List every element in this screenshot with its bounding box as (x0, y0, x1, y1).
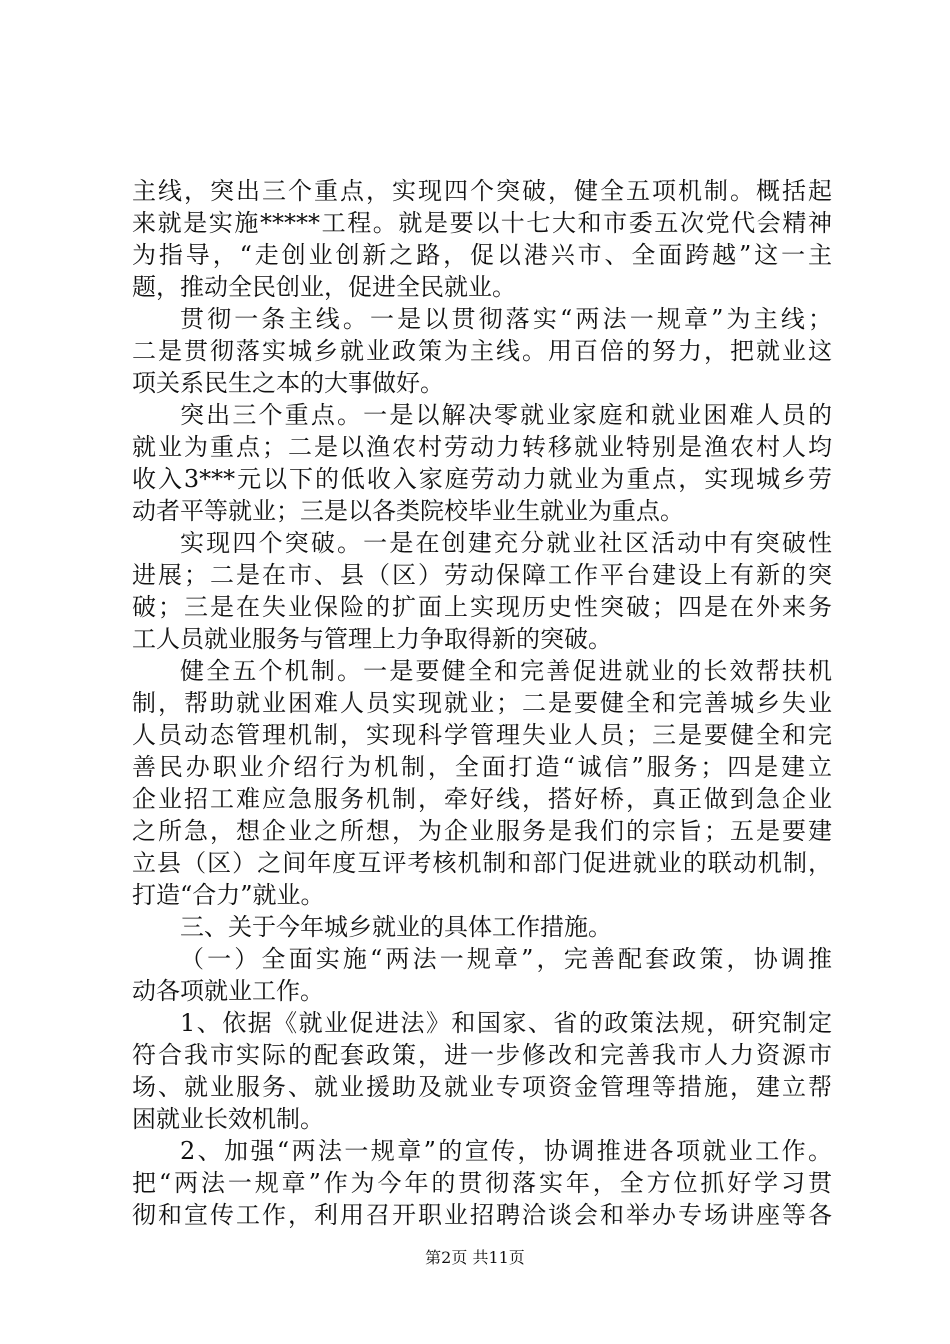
text-line: 动者平等就业；三是以各类院校毕业生就业为重点。 (132, 497, 684, 525)
text-line: 二是贯彻落实城乡就业政策为主线。用百倍的努力，把就业这 (132, 337, 832, 365)
section-heading: 三、关于今年城乡就业的具体工作措施。 (180, 913, 612, 941)
text-line: 实现四个突破。一是在创建充分就业社区活动中有突破性 (180, 529, 832, 557)
text-line: 之所急，想企业之所想，为企业服务是我们的宗旨；五是要建 (132, 817, 832, 845)
text-line: 主线，突出三个重点，实现四个突破，健全五项机制。概括起 (132, 177, 832, 205)
text-line: 项关系民生之本的大事做好。 (132, 369, 444, 397)
text-line: 进展；二是在市、县（区）劳动保障工作平台建设上有新的突 (132, 561, 832, 589)
text-line: 彻和宣传工作，利用召开职业招聘洽谈会和举办专场讲座等各 (132, 1201, 832, 1229)
text-line: 企业招工难应急服务机制，牵好线，搭好桥，真正做到急企业 (132, 785, 832, 813)
text-line: 就业为重点；二是以渔农村劳动力转移就业特别是渔农村人均 (132, 433, 832, 461)
text-line: 收入3***元以下的低收入家庭劳动力就业为重点，实现城乡劳 (132, 465, 832, 493)
text-line: 贯彻一条主线。一是以贯彻落实“两法一规章”为主线； (180, 305, 832, 333)
subsection-heading: 动各项就业工作。 (132, 977, 324, 1005)
text-line: 场、就业服务、就业援助及就业专项资金管理等措施，建立帮 (132, 1073, 832, 1101)
text-line: 突出三个重点。一是以解决零就业家庭和就业困难人员的 (180, 401, 832, 429)
page-number-footer: 第2页 共11页 (425, 1248, 525, 1267)
text-line: 题，推动全民创业，促进全民就业。 (132, 273, 516, 301)
text-line: 把“两法一规章”作为今年的贯彻落实年，全方位抓好学习贯 (132, 1169, 832, 1197)
text-line: 2、加强“两法一规章”的宣传，协调推进各项就业工作。 (180, 1137, 832, 1165)
text-line: 破；三是在失业保险的扩面上实现历史性突破；四是在外来务 (132, 593, 832, 621)
text-line: 制，帮助就业困难人员实现就业；二是要健全和完善城乡失业 (132, 689, 832, 717)
subsection-heading: （一）全面实施“两法一规章”，完善配套政策，协调推 (180, 945, 832, 973)
text-line: 符合我市实际的配套政策，进一步修改和完善我市人力资源市 (132, 1041, 832, 1069)
text-line: 工人员就业服务与管理上力争取得新的突破。 (132, 625, 612, 653)
text-line: 人员动态管理机制，实现科学管理失业人员；三是要健全和完 (132, 721, 832, 749)
text-line: 为指导，“走创业创新之路，促以港兴市、全面跨越”这一主 (132, 241, 832, 269)
text-line: 打造“合力”就业。 (132, 881, 325, 909)
text-line: 困就业长效机制。 (132, 1105, 324, 1133)
text-line: 立县（区）之间年度互评考核机制和部门促进就业的联动机制， (132, 849, 832, 877)
text-line: 1、依据《就业促进法》和国家、省的政策法规，研究制定 (180, 1009, 832, 1037)
text-line: 善民办职业介绍行为机制，全面打造“诚信”服务；四是建立 (132, 753, 832, 781)
text-line: 来就是实施*****工程。就是要以十七大和市委五次党代会精神 (132, 209, 832, 237)
text-line: 健全五个机制。一是要健全和完善促进就业的长效帮扶机 (180, 657, 832, 685)
body-text (132, 175, 832, 1231)
